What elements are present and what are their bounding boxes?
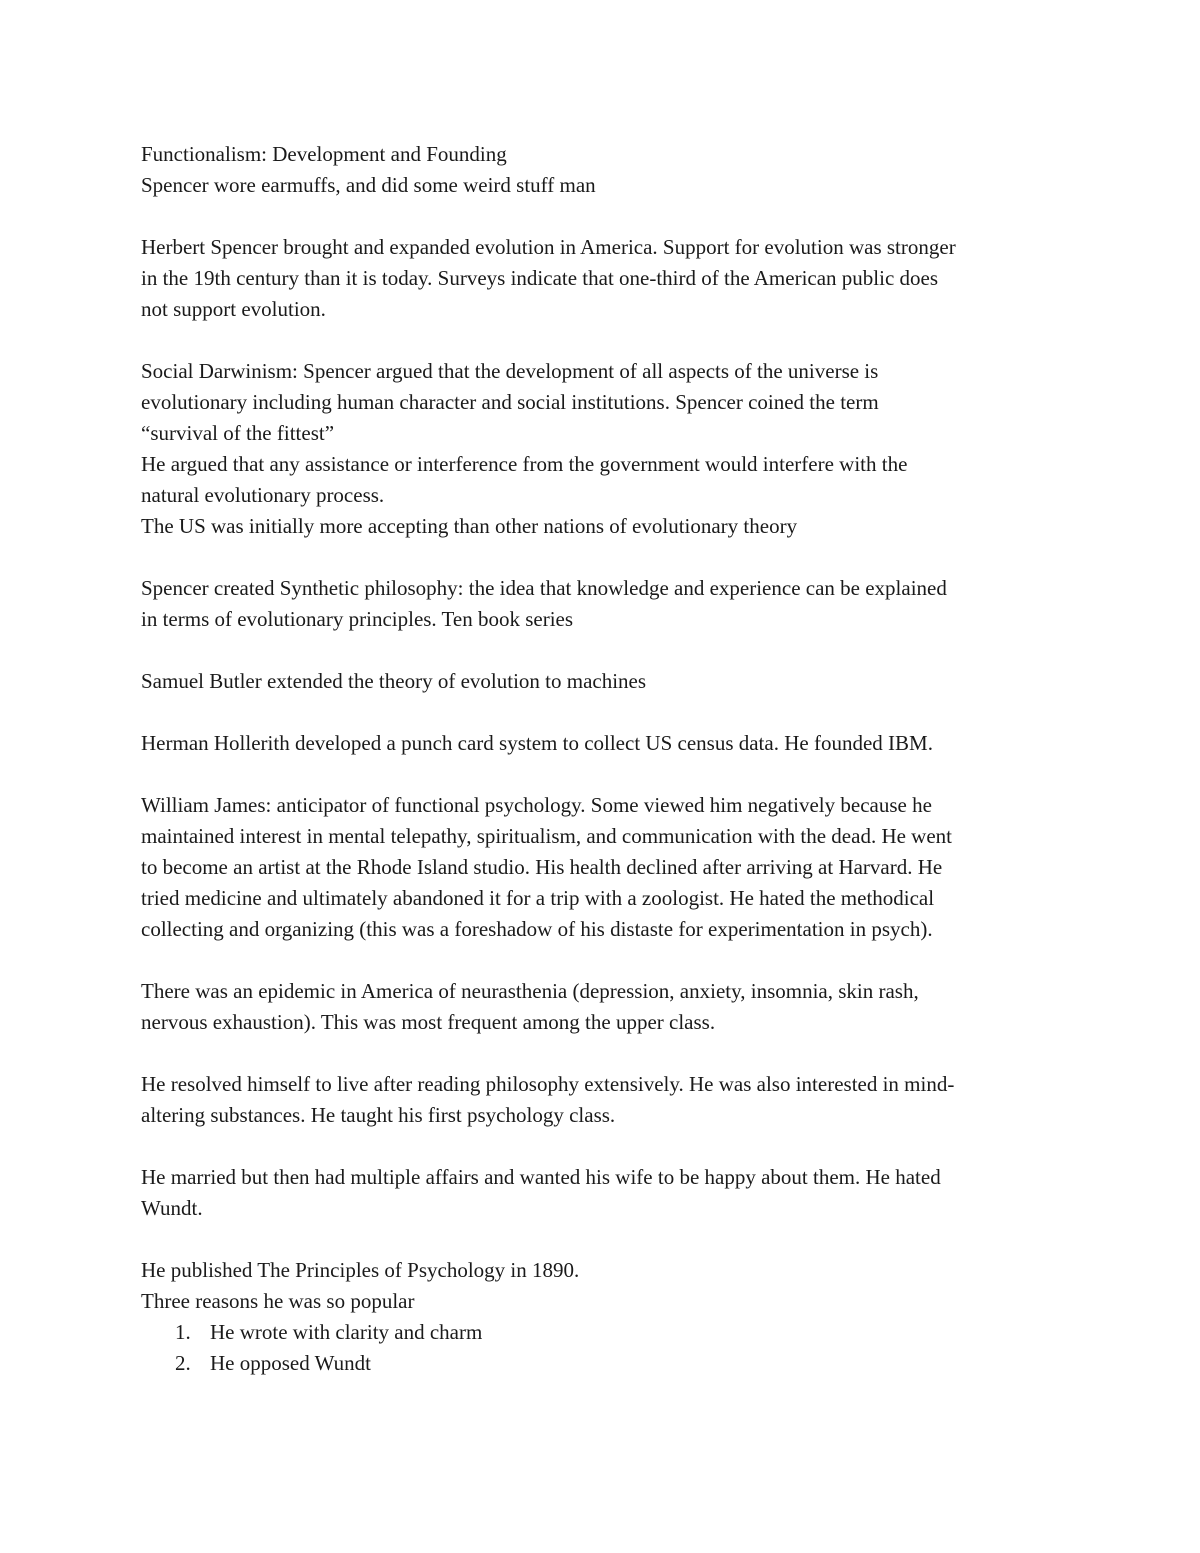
paragraph-line: There was an epidemic in America of neurasthenia (depression, anxiety, insomnia, skin rash, [141, 979, 919, 1003]
paragraph [141, 1069, 1071, 1131]
paragraph [141, 573, 1071, 635]
paragraph-line: nervous exhaustion). This was most frequent among the upper class. [141, 1010, 716, 1034]
document-page [141, 139, 1071, 1379]
paragraph-line: to become an artist at the Rhode Island studio. His health declined after arriving at Harvard. He [141, 855, 943, 879]
reasons-list [141, 1317, 1071, 1379]
paragraph-line: Wundt. [141, 1196, 203, 1220]
paragraph [141, 232, 1071, 325]
paragraph [141, 1162, 1071, 1224]
paragraph-line: The US was initially more accepting than other nations of evolutionary theory [141, 514, 798, 538]
paragraph-line: Social Darwinism: Spencer argued that the development of all aspects of the universe is [141, 359, 879, 383]
paragraph-line: “survival of the fittest” [141, 421, 335, 445]
paragraph [141, 356, 1071, 542]
paragraph-line: in the 19th century than it is today. Surveys indicate that one-third of the American public does [141, 266, 939, 290]
paragraph [141, 1255, 1071, 1286]
list-intro: Three reasons he was so popular [141, 1289, 415, 1313]
paragraph-line: maintained interest in mental telepathy, spiritualism, and communication with the dead. He went [141, 824, 953, 848]
paragraph-line: He published The Principles of Psychology in 1890. [141, 1258, 580, 1282]
paragraph [141, 790, 1071, 945]
paragraph-line: altering substances. He taught his first psychology class. [141, 1103, 616, 1127]
paragraph-line: Samuel Butler extended the theory of evolution to machines [141, 669, 647, 693]
document-title: Functionalism: Development and Founding [141, 142, 507, 166]
paragraph-line: He married but then had multiple affairs and wanted his wife to be happy about them. He hated [141, 1165, 941, 1189]
paragraph [141, 976, 1071, 1038]
list-item-text: He opposed Wundt [210, 1351, 371, 1375]
paragraph-line: Herman Hollerith developed a punch card system to collect US census data. He founded IBM. [141, 731, 933, 755]
paragraph-line: He argued that any assistance or interference from the government would interfere with the [141, 452, 908, 476]
list-item [141, 1317, 1071, 1348]
paragraph-line: collecting and organizing (this was a foreshadow of his distaste for experimentation in psych). [141, 917, 933, 941]
document-subtitle: Spencer wore earmuffs, and did some weird stuff man [141, 173, 596, 197]
document-header [141, 139, 1071, 201]
paragraph [141, 666, 1071, 697]
list-item-number: 1. [175, 1320, 191, 1344]
list-item-number: 2. [175, 1351, 191, 1375]
paragraph-line: in terms of evolutionary principles. Ten book series [141, 607, 574, 631]
paragraph-line: Herbert Spencer brought and expanded evolution in America. Support for evolution was stronger [141, 235, 956, 259]
document-body [141, 232, 1071, 1286]
paragraph-line: Spencer created Synthetic philosophy: the idea that knowledge and experience can be explained [141, 576, 947, 600]
paragraph-line: William James: anticipator of functional psychology. Some viewed him negatively because he [141, 793, 932, 817]
paragraph-line: not support evolution. [141, 297, 326, 321]
paragraph [141, 728, 1071, 759]
paragraph-line: tried medicine and ultimately abandoned it for a trip with a zoologist. He hated the methodical [141, 886, 935, 910]
list-item-text: He wrote with clarity and charm [210, 1320, 483, 1344]
paragraph-line: natural evolutionary process. [141, 483, 385, 507]
list-item [141, 1348, 1071, 1379]
paragraph-line: He resolved himself to live after reading philosophy extensively. He was also interested in mind- [141, 1072, 955, 1096]
reasons-section [141, 1286, 1071, 1379]
paragraph-line: evolutionary including human character and social institutions. Spencer coined the term [141, 390, 879, 414]
